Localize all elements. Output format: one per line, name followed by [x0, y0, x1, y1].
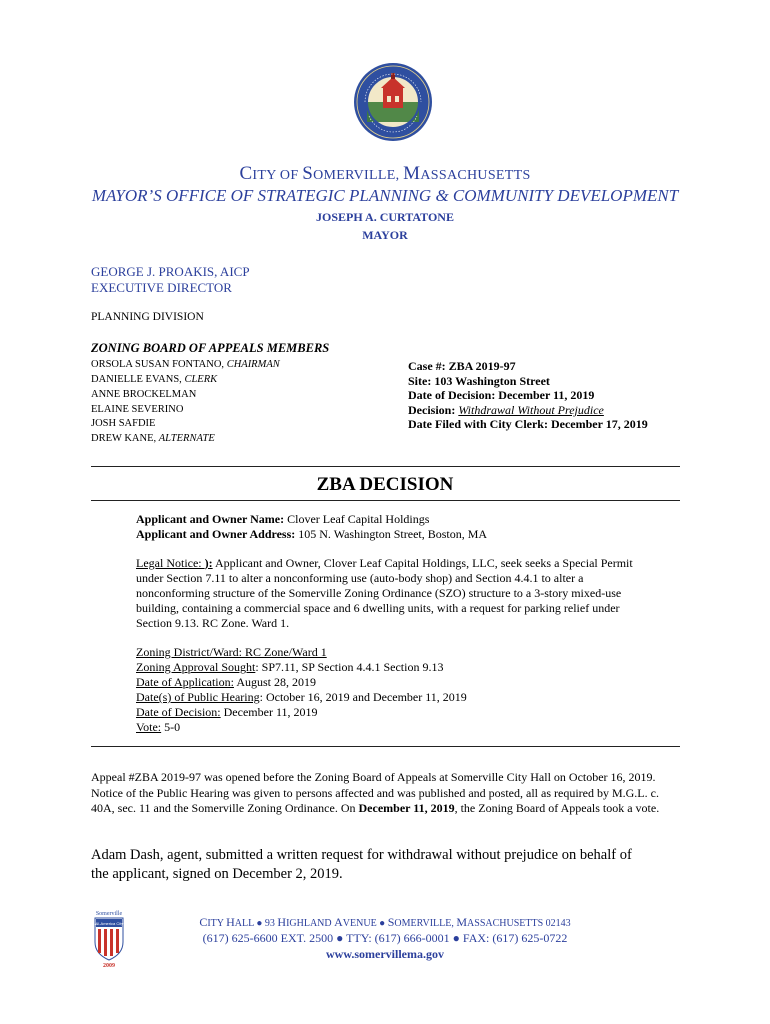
- date-of-application: Date of Application: August 28, 2019: [136, 675, 316, 689]
- legal-notice: Legal Notice: ): Applicant and Owner, Clover Leaf Capital Holdings, LLC, seek seeks a Special Permit under Section 7.11 to alter a nonconforming use (auto-body shop) and Section 4.4.1 to alter a nonconforming structure of the Somerville Zoning Ordinance (SZO) structure to a 3-story mixed-use building, containing a commercial space and 6 dwelling units, with a request for parking relief under Section 9.13. RC Zone. Ward 1.: [136, 556, 633, 630]
- footer-address: CITY HALL ● 93 HIGHLAND AVENUE ● SOMERVILLE, MASSACHUSETTS 02143: [199, 915, 571, 929]
- board-member: ORSOLA SUSAN FONTANO, CHAIRMAN: [91, 359, 280, 370]
- appeal-paragraph: Appeal #ZBA 2019-97 was opened before the Zoning Board of Appeals at Somerville City Hall on October 16, 2019. Notice of the Public Hearing was given to persons affected and was published and posted, all as required by M.G.L. c. 40A, sec. 11 and the Somerville Zoning Ordinance. On December 11, 2019, the Zoning Board of Appeals took a vote.: [91, 770, 660, 815]
- case-site: Site: 103 Washington Street: [408, 374, 550, 388]
- mayor-title: MAYOR: [362, 228, 408, 242]
- executive-director-title: EXECUTIVE DIRECTOR: [91, 280, 232, 295]
- zoning-district: Zoning District/Ward: RC Zone/Ward 1: [136, 645, 327, 659]
- city-title: CITY OF SOMERVILLE, MASSACHUSETTS: [239, 163, 531, 184]
- board-members-title: ZONING BOARD OF APPEALS MEMBERS: [91, 341, 330, 355]
- case-decision-date: Date of Decision: December 11, 2019: [408, 388, 595, 402]
- city-seal: [353, 62, 433, 142]
- applicant-address: Applicant and Owner Address: 105 N. Washington Street, Boston, MA: [136, 527, 488, 541]
- case-decision: Decision: Withdrawal Without Prejudice: [408, 403, 604, 417]
- svg-text:All-America City: All-America City: [94, 921, 124, 926]
- footer-website-link[interactable]: www.somervillema.gov: [326, 947, 444, 961]
- zoning-approval: Zoning Approval Sought: SP7.11, SP Section 4.4.1 Section 9.13: [136, 660, 444, 674]
- divider: [91, 500, 680, 501]
- mayor-name: JOSEPH A. CURTATONE: [316, 210, 454, 224]
- board-member: ANNE BROCKELMAN: [91, 389, 197, 400]
- board-member: DREW KANE, ALTERNATE: [91, 433, 215, 444]
- case-number: Case #: ZBA 2019-97: [408, 359, 516, 373]
- planning-division-label: PLANNING DIVISION: [91, 311, 204, 323]
- svg-text:2009: 2009: [103, 963, 115, 968]
- svg-text:Somerville: Somerville: [95, 911, 123, 917]
- mayor-office-title: MAYOR’S OFFICE OF STRATEGIC PLANNING & COMMUNITY DEVELOPMENT: [91, 186, 679, 205]
- board-member: ELAINE SEVERINO: [91, 404, 184, 415]
- footer-phones: (617) 625-6600 EXT. 2500 ● TTY: (617) 666-0001 ● FAX: (617) 625-0722: [202, 931, 568, 945]
- public-hearing-dates: Date(s) of Public Hearing: October 16, 2019 and December 11, 2019: [136, 690, 467, 704]
- vote: Vote: 5-0: [136, 720, 181, 734]
- board-member: JOSH SAFDIE: [91, 418, 156, 429]
- divider: [91, 746, 680, 747]
- board-member: DANIELLE EVANS, CLERK: [91, 374, 218, 385]
- executive-director-name: GEORGE J. PROAKIS, AICP: [91, 264, 250, 279]
- divider: [91, 466, 680, 467]
- applicant-name: Applicant and Owner Name: Clover Leaf Capital Holdings: [136, 512, 430, 526]
- withdrawal-paragraph: Adam Dash, agent, submitted a written request for withdrawal without prejudice on behalf of the applicant, signed on December 2, 2019.: [91, 847, 632, 882]
- case-date-filed: Date Filed with City Clerk: December 17, 2019: [408, 417, 648, 431]
- decision-heading: ZBA DECISION: [316, 474, 454, 495]
- date-of-decision: Date of Decision: December 11, 2019: [136, 705, 318, 719]
